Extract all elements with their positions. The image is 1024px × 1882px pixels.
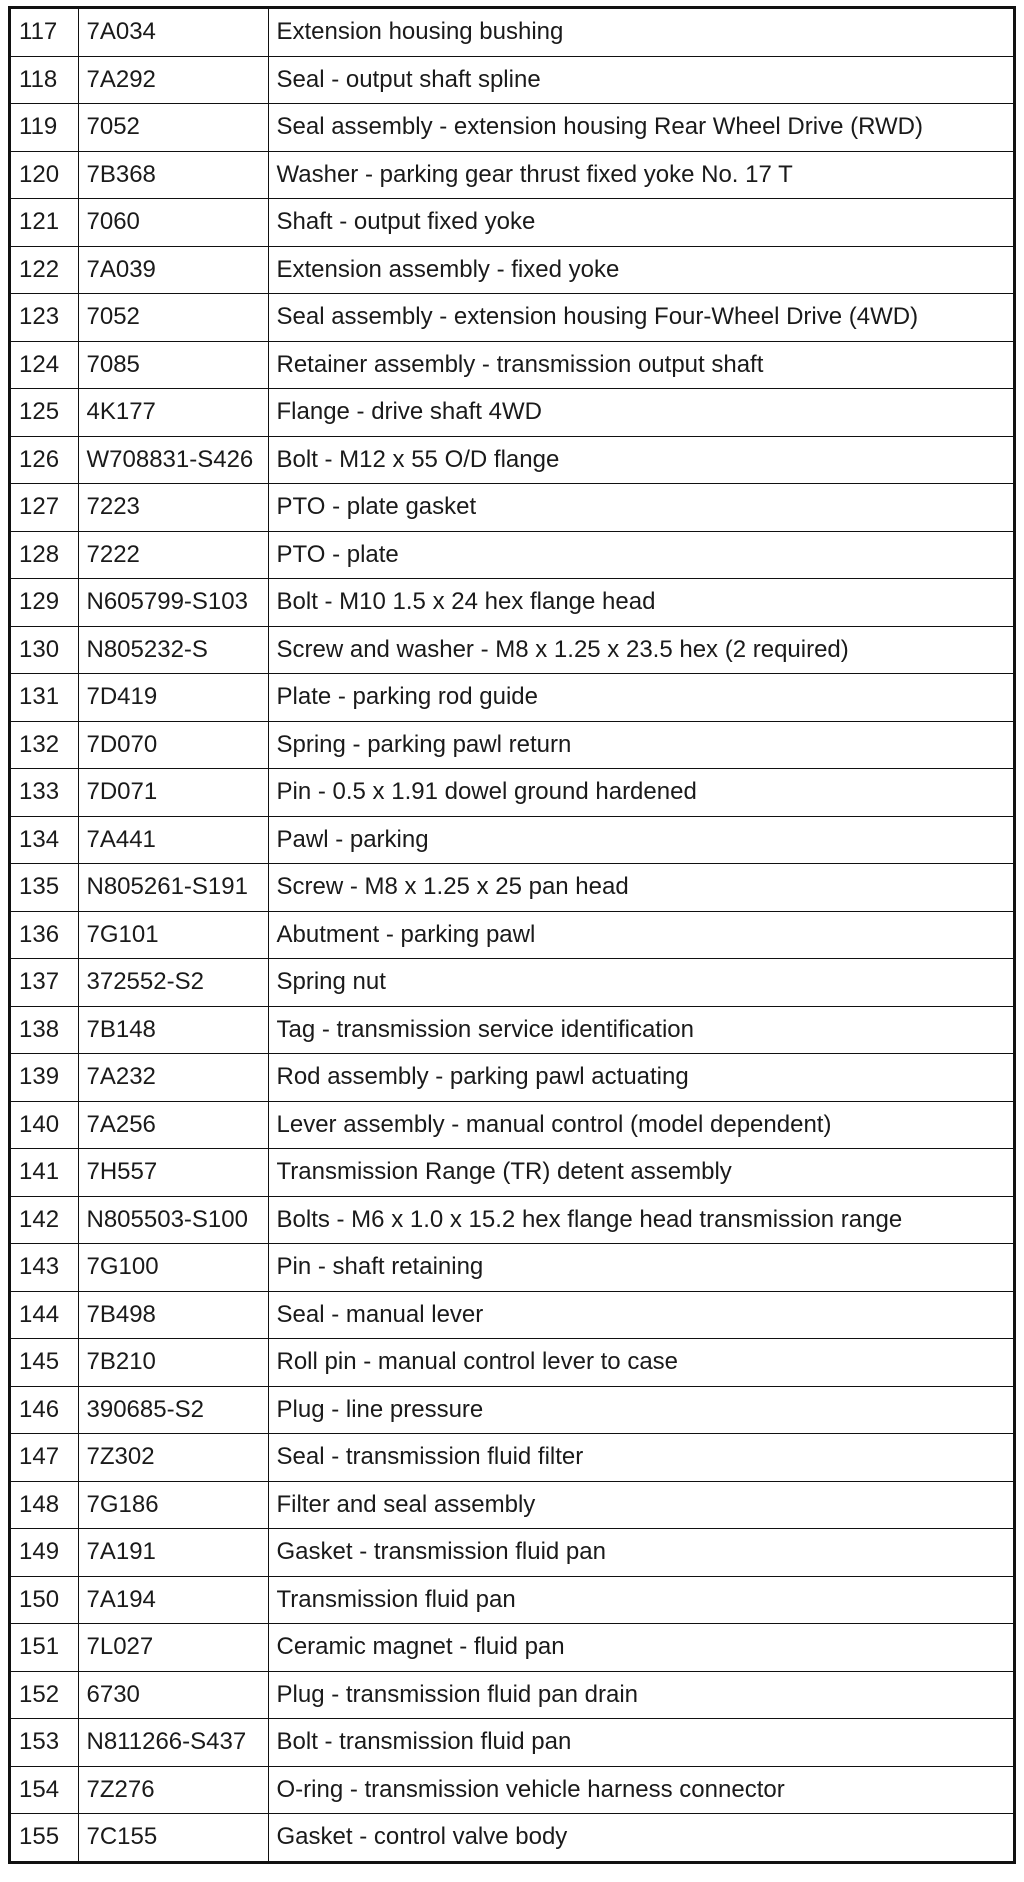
table-row bbox=[11, 1766, 1013, 1814]
description-cell: PTO - plate gasket bbox=[268, 484, 1013, 532]
description-cell: Pin - shaft retaining bbox=[268, 1244, 1013, 1292]
table-row bbox=[11, 579, 1013, 627]
part-number-cell: 6730 bbox=[78, 1671, 268, 1719]
description-cell: Pin - 0.5 x 1.91 dowel ground hardened bbox=[268, 769, 1013, 817]
description-cell: Seal assembly - extension housing Rear Wheel Drive (RWD) bbox=[268, 104, 1013, 152]
table-row bbox=[11, 864, 1013, 912]
part-number-cell: 372552-S2 bbox=[78, 959, 268, 1007]
item-number-cell: 120 bbox=[11, 151, 78, 199]
part-number-cell: N805232-S bbox=[78, 626, 268, 674]
description-cell: Extension assembly - fixed yoke bbox=[268, 246, 1013, 294]
item-number-cell: 133 bbox=[11, 769, 78, 817]
table-row bbox=[11, 1576, 1013, 1624]
part-number-cell: 7A191 bbox=[78, 1529, 268, 1577]
part-number-cell: N805503-S100 bbox=[78, 1196, 268, 1244]
item-number-cell: 126 bbox=[11, 436, 78, 484]
table-row bbox=[11, 151, 1013, 199]
part-number-cell: 390685-S2 bbox=[78, 1386, 268, 1434]
description-cell: Gasket - control valve body bbox=[268, 1814, 1013, 1861]
description-cell: Roll pin - manual control lever to case bbox=[268, 1339, 1013, 1387]
item-number-cell: 151 bbox=[11, 1624, 78, 1672]
item-number-cell: 124 bbox=[11, 341, 78, 389]
part-number-cell: 7C155 bbox=[78, 1814, 268, 1861]
part-number-cell: 7H557 bbox=[78, 1149, 268, 1197]
part-number-cell: 7G100 bbox=[78, 1244, 268, 1292]
item-number-cell: 137 bbox=[11, 959, 78, 1007]
table-row bbox=[11, 1481, 1013, 1529]
item-number-cell: 127 bbox=[11, 484, 78, 532]
item-number-cell: 144 bbox=[11, 1291, 78, 1339]
description-cell: Plate - parking rod guide bbox=[268, 674, 1013, 722]
item-number-cell: 121 bbox=[11, 199, 78, 247]
part-number-cell: 7D071 bbox=[78, 769, 268, 817]
description-cell: Seal - transmission fluid filter bbox=[268, 1434, 1013, 1482]
description-cell: Washer - parking gear thrust fixed yoke No. 17 T bbox=[268, 151, 1013, 199]
description-cell: Transmission fluid pan bbox=[268, 1576, 1013, 1624]
table-row bbox=[11, 246, 1013, 294]
part-number-cell: 7052 bbox=[78, 104, 268, 152]
table-row bbox=[11, 484, 1013, 532]
table-row bbox=[11, 1814, 1013, 1861]
part-number-cell: 7L027 bbox=[78, 1624, 268, 1672]
item-number-cell: 131 bbox=[11, 674, 78, 722]
item-number-cell: 118 bbox=[11, 56, 78, 104]
item-number-cell: 143 bbox=[11, 1244, 78, 1292]
description-cell: Bolt - M10 1.5 x 24 hex flange head bbox=[268, 579, 1013, 627]
table-row bbox=[11, 1671, 1013, 1719]
item-number-cell: 155 bbox=[11, 1814, 78, 1861]
part-number-cell: 7A232 bbox=[78, 1054, 268, 1102]
table-row bbox=[11, 104, 1013, 152]
table-row bbox=[11, 1339, 1013, 1387]
item-number-cell: 154 bbox=[11, 1766, 78, 1814]
item-number-cell: 134 bbox=[11, 816, 78, 864]
description-cell: Screw and washer - M8 x 1.25 x 23.5 hex (2 required) bbox=[268, 626, 1013, 674]
description-cell: Retainer assembly - transmission output shaft bbox=[268, 341, 1013, 389]
description-cell: Rod assembly - parking pawl actuating bbox=[268, 1054, 1013, 1102]
table-row bbox=[11, 531, 1013, 579]
description-cell: Plug - line pressure bbox=[268, 1386, 1013, 1434]
table-row bbox=[11, 9, 1013, 56]
item-number-cell: 140 bbox=[11, 1101, 78, 1149]
table-row bbox=[11, 1291, 1013, 1339]
part-number-cell: 7223 bbox=[78, 484, 268, 532]
item-number-cell: 153 bbox=[11, 1719, 78, 1767]
item-number-cell: 150 bbox=[11, 1576, 78, 1624]
item-number-cell: 149 bbox=[11, 1529, 78, 1577]
part-number-cell: N811266-S437 bbox=[78, 1719, 268, 1767]
item-number-cell: 132 bbox=[11, 721, 78, 769]
part-number-cell: 7085 bbox=[78, 341, 268, 389]
description-cell: Abutment - parking pawl bbox=[268, 911, 1013, 959]
description-cell: Pawl - parking bbox=[268, 816, 1013, 864]
item-number-cell: 148 bbox=[11, 1481, 78, 1529]
parts-table bbox=[11, 9, 1013, 1861]
description-cell: Seal - manual lever bbox=[268, 1291, 1013, 1339]
part-number-cell: N605799-S103 bbox=[78, 579, 268, 627]
part-number-cell: 7052 bbox=[78, 294, 268, 342]
description-cell: Bolt - transmission fluid pan bbox=[268, 1719, 1013, 1767]
description-cell: Shaft - output fixed yoke bbox=[268, 199, 1013, 247]
description-cell: Filter and seal assembly bbox=[268, 1481, 1013, 1529]
description-cell: Lever assembly - manual control (model dependent) bbox=[268, 1101, 1013, 1149]
part-number-cell: 7A034 bbox=[78, 9, 268, 56]
item-number-cell: 145 bbox=[11, 1339, 78, 1387]
table-row bbox=[11, 294, 1013, 342]
description-cell: Bolt - M12 x 55 O/D flange bbox=[268, 436, 1013, 484]
description-cell: Bolts - M6 x 1.0 x 15.2 hex flange head transmission range bbox=[268, 1196, 1013, 1244]
description-cell: Plug - transmission fluid pan drain bbox=[268, 1671, 1013, 1719]
item-number-cell: 117 bbox=[11, 9, 78, 56]
table-row bbox=[11, 389, 1013, 437]
part-number-cell: 4K177 bbox=[78, 389, 268, 437]
description-cell: Screw - M8 x 1.25 x 25 pan head bbox=[268, 864, 1013, 912]
item-number-cell: 125 bbox=[11, 389, 78, 437]
part-number-cell: 7A441 bbox=[78, 816, 268, 864]
table-row bbox=[11, 959, 1013, 1007]
table-row bbox=[11, 1529, 1013, 1577]
part-number-cell: 7Z276 bbox=[78, 1766, 268, 1814]
table-row bbox=[11, 721, 1013, 769]
description-cell: Spring nut bbox=[268, 959, 1013, 1007]
item-number-cell: 146 bbox=[11, 1386, 78, 1434]
description-cell: Flange - drive shaft 4WD bbox=[268, 389, 1013, 437]
table-row bbox=[11, 1054, 1013, 1102]
part-number-cell: 7A292 bbox=[78, 56, 268, 104]
description-cell: Extension housing bushing bbox=[268, 9, 1013, 56]
table-row bbox=[11, 56, 1013, 104]
table-row bbox=[11, 1196, 1013, 1244]
description-cell: O-ring - transmission vehicle harness connector bbox=[268, 1766, 1013, 1814]
item-number-cell: 136 bbox=[11, 911, 78, 959]
table-row bbox=[11, 1719, 1013, 1767]
part-number-cell: 7Z302 bbox=[78, 1434, 268, 1482]
table-row bbox=[11, 1434, 1013, 1482]
item-number-cell: 123 bbox=[11, 294, 78, 342]
part-number-cell: N805261-S191 bbox=[78, 864, 268, 912]
table-row bbox=[11, 1244, 1013, 1292]
table-row bbox=[11, 769, 1013, 817]
item-number-cell: 119 bbox=[11, 104, 78, 152]
table-row bbox=[11, 674, 1013, 722]
description-cell: Gasket - transmission fluid pan bbox=[268, 1529, 1013, 1577]
part-number-cell: 7D070 bbox=[78, 721, 268, 769]
table-row bbox=[11, 199, 1013, 247]
table-row bbox=[11, 1006, 1013, 1054]
part-number-cell: 7D419 bbox=[78, 674, 268, 722]
part-number-cell: 7B498 bbox=[78, 1291, 268, 1339]
item-number-cell: 142 bbox=[11, 1196, 78, 1244]
table-row bbox=[11, 911, 1013, 959]
description-cell: Ceramic magnet - fluid pan bbox=[268, 1624, 1013, 1672]
description-cell: PTO - plate bbox=[268, 531, 1013, 579]
description-cell: Tag - transmission service identification bbox=[268, 1006, 1013, 1054]
part-number-cell: 7B368 bbox=[78, 151, 268, 199]
item-number-cell: 122 bbox=[11, 246, 78, 294]
part-number-cell: 7A194 bbox=[78, 1576, 268, 1624]
parts-table-body bbox=[11, 9, 1013, 1861]
part-number-cell: 7060 bbox=[78, 199, 268, 247]
item-number-cell: 138 bbox=[11, 1006, 78, 1054]
table-row bbox=[11, 341, 1013, 389]
description-cell: Transmission Range (TR) detent assembly bbox=[268, 1149, 1013, 1197]
description-cell: Spring - parking pawl return bbox=[268, 721, 1013, 769]
part-number-cell: 7G186 bbox=[78, 1481, 268, 1529]
table-row bbox=[11, 436, 1013, 484]
item-number-cell: 135 bbox=[11, 864, 78, 912]
item-number-cell: 141 bbox=[11, 1149, 78, 1197]
table-row bbox=[11, 1624, 1013, 1672]
item-number-cell: 129 bbox=[11, 579, 78, 627]
table-row bbox=[11, 626, 1013, 674]
table-row bbox=[11, 1149, 1013, 1197]
description-cell: Seal assembly - extension housing Four-Wheel Drive (4WD) bbox=[268, 294, 1013, 342]
part-number-cell: 7222 bbox=[78, 531, 268, 579]
part-number-cell: 7A039 bbox=[78, 246, 268, 294]
item-number-cell: 139 bbox=[11, 1054, 78, 1102]
part-number-cell: 7A256 bbox=[78, 1101, 268, 1149]
part-number-cell: 7B210 bbox=[78, 1339, 268, 1387]
item-number-cell: 147 bbox=[11, 1434, 78, 1482]
item-number-cell: 128 bbox=[11, 531, 78, 579]
part-number-cell: W708831-S426 bbox=[78, 436, 268, 484]
part-number-cell: 7B148 bbox=[78, 1006, 268, 1054]
table-row bbox=[11, 1101, 1013, 1149]
item-number-cell: 130 bbox=[11, 626, 78, 674]
table-row bbox=[11, 816, 1013, 864]
part-number-cell: 7G101 bbox=[78, 911, 268, 959]
item-number-cell: 152 bbox=[11, 1671, 78, 1719]
table-row bbox=[11, 1386, 1013, 1434]
description-cell: Seal - output shaft spline bbox=[268, 56, 1013, 104]
parts-list-sheet bbox=[8, 6, 1016, 1864]
